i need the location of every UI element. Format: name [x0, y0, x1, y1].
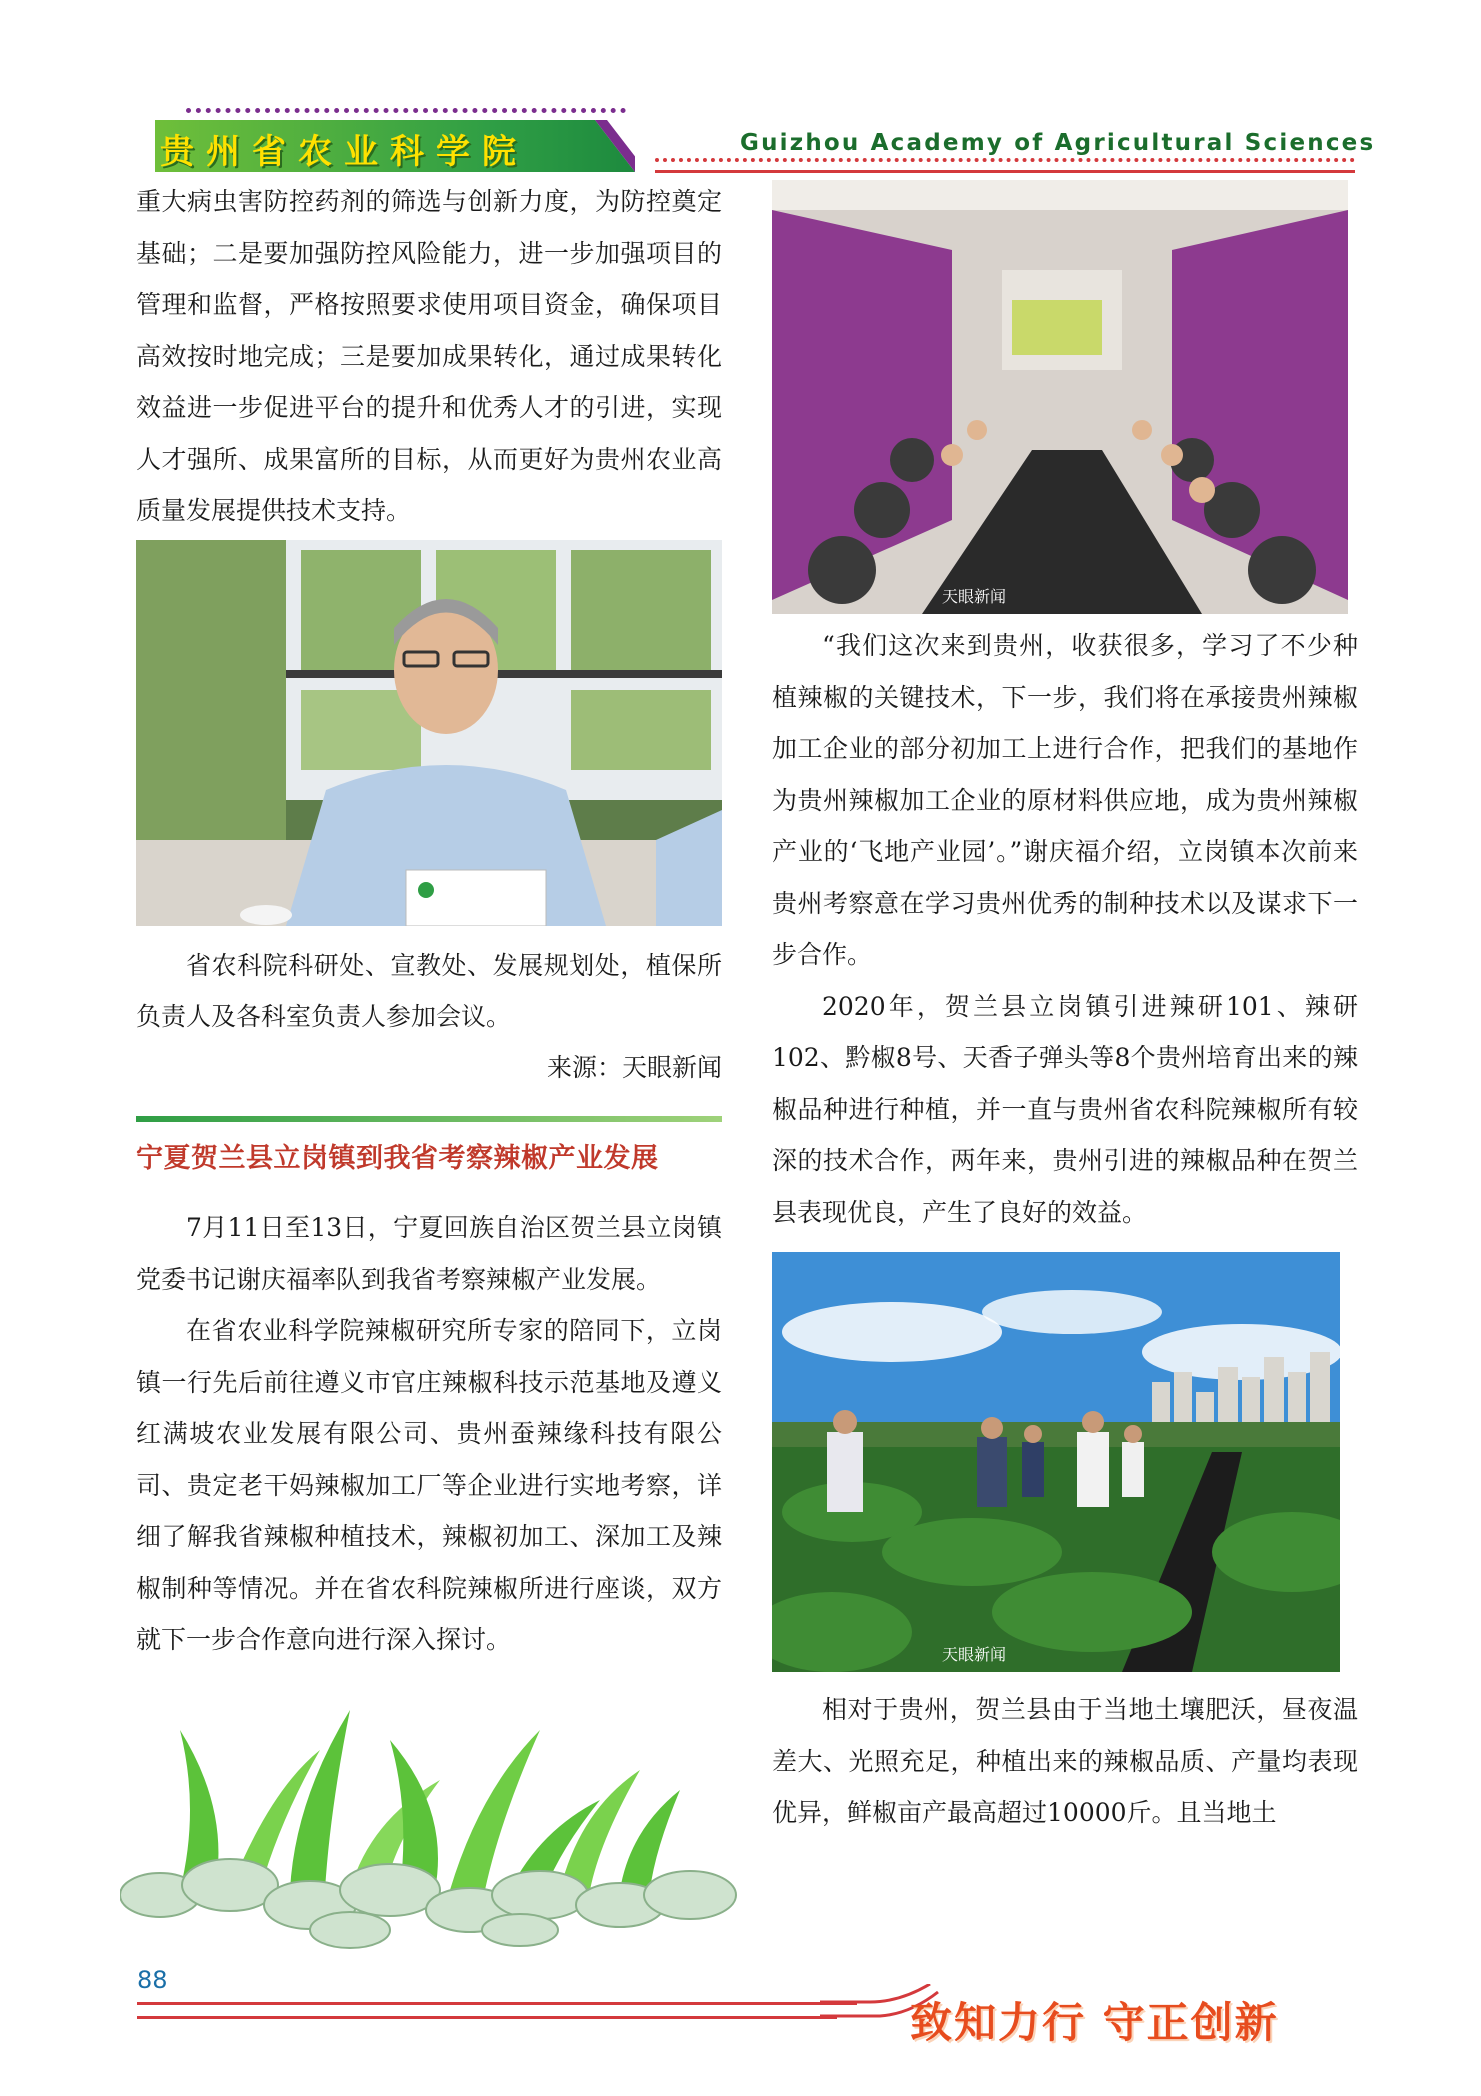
footer-slogan: 致知力行 守正创新 — [910, 1998, 1279, 2047]
speaker-caption-block — [136, 940, 722, 1093]
paragraph-last: 相对于贵州，贺兰县由于当地土壤肥沃，昼夜温差大、光照充足，种植出来的辣椒品质、产量均表现优异，鲜椒亩产最高超过10000斤。且当地土 — [772, 1695, 1358, 1827]
article-paragraph-1: 7月11日至13日，宁夏回族自治区贺兰县立岗镇党委书记谢庆福率队到我省考察辣椒产业发展。 — [136, 1213, 722, 1294]
photo-caption: 省农科院科研处、宣教处、发展规划处，植保所负责人及各科室负责人参加会议。 — [136, 951, 722, 1031]
header-title-cn: 贵州省农业科学院 — [160, 132, 528, 172]
grass-stones-decoration — [120, 1690, 760, 1950]
left-intro — [136, 176, 722, 537]
footer-rule-2 — [137, 2016, 837, 2019]
source-credit: 来源：天眼新闻 — [546, 1053, 722, 1082]
header-rule — [655, 170, 1355, 173]
footer-rule — [137, 2002, 857, 2005]
photo-watermark-1: 天眼新闻 — [942, 587, 1007, 606]
pepper-field-photo — [772, 1252, 1340, 1672]
header-dotted-line — [186, 108, 626, 113]
photo-watermark-2: 天眼新闻 — [942, 1645, 1007, 1664]
right-body-2 — [772, 1684, 1358, 1839]
meeting-room-photo — [772, 180, 1348, 614]
right-body-1 — [772, 620, 1358, 1238]
header-rule-dotted — [655, 158, 1355, 162]
article-paragraph-2: 在省农业科学院辣椒研究所专家的陪同下，立岗镇一行先后前往遵义市官庄辣椒科技示范基地及遵义红满坡农业发展有限公司、贵州蚕辣缘科技有限公司、贵定老干妈辣椒加工厂等企业进行实地考察，详细了解我省辣椒种植技术，辣椒初加工、深加工及辣椒制种等情况。并在省农科院辣椒所进行座谈，双方就下一步合作意向进行深入探讨。 — [136, 1316, 722, 1654]
header-title-en: Guizhou Academy of Agricultural Sciences — [740, 130, 1376, 156]
intro-paragraph: 重大病虫害防控药剂的筛选与创新力度，为防控奠定基础；二是要加强防控风险能力，进一步加强项目的管理和监督，严格按照要求使用项目资金，确保项目高效按时地完成；三是要加成果转化，通过成果转化效益进一步促进平台的提升和优秀人才的引进，实现人才强所、成果富所的目标，从而更好为贵州农业高质量发展提供技术支持。 — [136, 187, 722, 525]
quote-paragraph: “我们这次来到贵州，收获很多，学习了不少种植辣椒的关键技术，下一步，我们将在承接贵州辣椒加工企业的部分初加工上进行合作，把我们的基地作为贵州辣椒加工企业的原材料供应地，成为贵州辣椒产业的‘飞地产业园’。”谢庆福介绍，立岗镇本次前来贵州考察意在学习贵州优秀的制种技术以及谋求下一步合作。 — [772, 631, 1358, 969]
page-number: 88 — [137, 1966, 168, 1994]
article-body — [136, 1202, 722, 1666]
paragraph-2020: 2020年，贺兰县立岗镇引进辣研101、辣研102、黔椒8号、天香子弹头等8个贵州培育出来的辣椒品种进行种植，并一直与贵州省农科院辣椒所有较深的技术合作，两年来，贵州引进的辣椒品种在贺兰县表现优良，产生了良好的效益。 — [772, 991, 1358, 1227]
speaker-photo — [136, 540, 722, 926]
section-divider — [136, 1116, 722, 1122]
section-title: 宁夏贺兰县立岗镇到我省考察辣椒产业发展 — [136, 1143, 659, 1174]
